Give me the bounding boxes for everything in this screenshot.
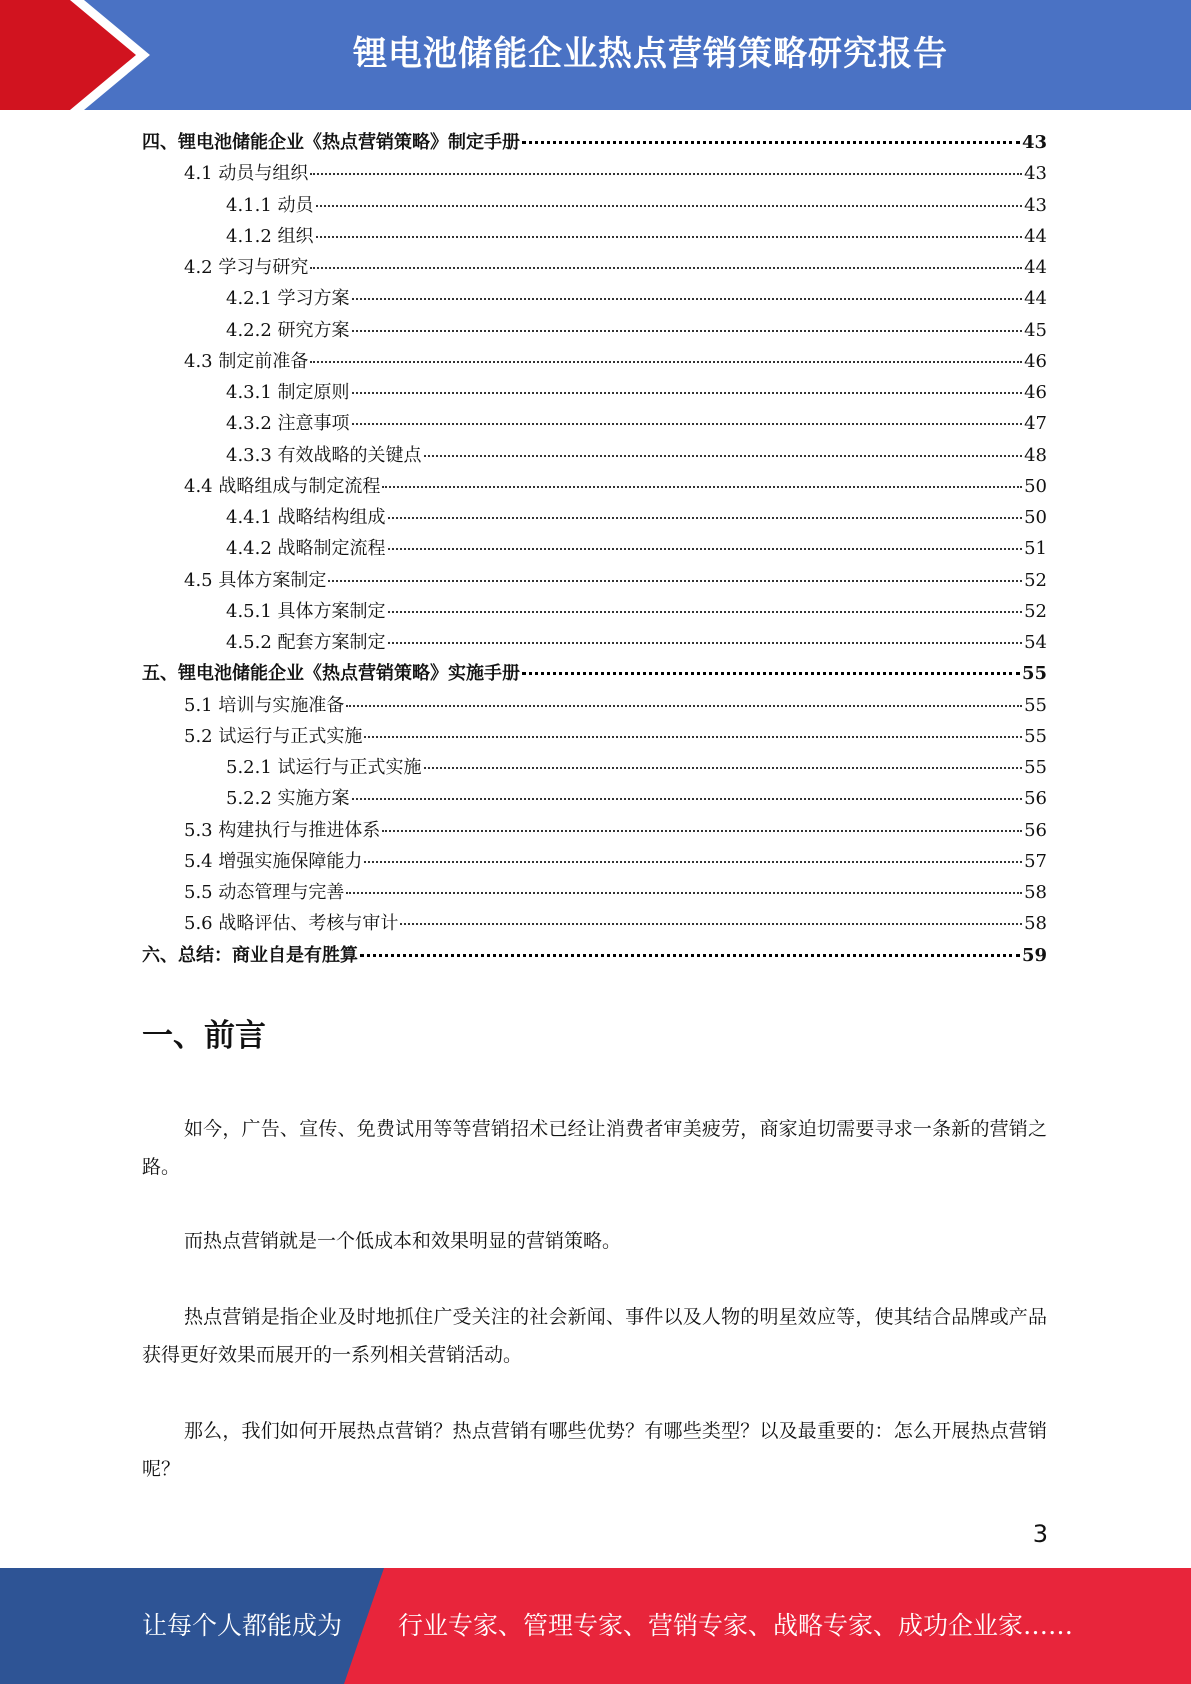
toc-entry[interactable] [142, 878, 1047, 909]
toc-entry-page: 48 [1024, 444, 1047, 466]
toc-entry-page: 43 [1021, 132, 1047, 153]
toc-entry[interactable] [142, 941, 1047, 972]
paragraph-2: 而热点营销就是一个低成本和效果明显的营销策略。 [184, 1230, 622, 1252]
toc-entry-page: 55 [1024, 694, 1047, 716]
toc-entry[interactable] [142, 409, 1047, 440]
toc-entry-label: 4.2 学习与研究 [184, 257, 309, 278]
toc-entry-page: 50 [1024, 507, 1047, 528]
toc-dot-leader [364, 861, 1022, 863]
toc-dot-leader [424, 767, 1023, 769]
footer-slogan-right: 行业专家、管理专家、营销专家、战略专家、成功企业家…… [398, 1611, 1074, 1640]
toc-dot-leader [382, 486, 1022, 488]
toc-entry[interactable] [142, 784, 1047, 815]
toc-entry[interactable] [142, 503, 1047, 534]
toc-entry-page: 47 [1024, 413, 1047, 435]
page-number: 3 [1032, 1520, 1048, 1548]
toc-entry-page: 59 [1021, 944, 1047, 966]
toc-entry-page: 44 [1024, 257, 1047, 278]
toc-dot-leader [360, 954, 1020, 957]
toc-dot-leader [424, 455, 1023, 457]
toc-entry-page: 50 [1024, 475, 1047, 497]
toc-dot-leader [316, 236, 1023, 238]
toc-entry-label: 4.2.1 学习方案 [226, 288, 350, 310]
toc-dot-leader [400, 923, 1022, 925]
toc-entry[interactable] [142, 284, 1047, 315]
toc-entry-label: 4.5 具体方案制定 [184, 569, 327, 591]
toc-entry-label: 4.1.1 动员 [226, 194, 314, 216]
toc-entry[interactable] [142, 691, 1047, 722]
toc-entry[interactable] [142, 909, 1047, 940]
toc-dot-leader [388, 548, 1023, 550]
toc-entry-label: 六、总结：商业自是有胜算 [142, 944, 358, 966]
toc-entry-label: 4.3 制定前准备 [184, 350, 309, 372]
toc-entry-label: 4.3.3 有效战略的关键点 [226, 444, 422, 466]
toc-entry-label: 5.3 构建执行与推进体系 [184, 819, 381, 841]
toc-entry[interactable] [142, 441, 1047, 472]
toc-entry[interactable] [142, 566, 1047, 597]
toc-dot-leader [310, 173, 1022, 175]
toc-entry[interactable] [142, 253, 1047, 284]
toc-entry-page: 52 [1024, 569, 1047, 591]
toc-entry-page: 58 [1024, 882, 1047, 903]
toc-dot-leader [352, 423, 1023, 425]
toc-dot-leader [388, 611, 1023, 613]
toc-entry[interactable] [142, 534, 1047, 565]
toc-entry-label: 4.4.1 战略结构组成 [226, 507, 386, 528]
toc-dot-leader [364, 736, 1022, 738]
toc-entry[interactable] [142, 191, 1047, 222]
toc-entry-label: 4.1.2 组织 [226, 225, 314, 247]
toc-entry[interactable] [142, 753, 1047, 784]
toc-entry[interactable] [142, 659, 1047, 690]
toc-entry[interactable] [142, 472, 1047, 503]
toc-entry-label: 5.4 增强实施保障能力 [184, 850, 363, 872]
toc-entry-page: 57 [1024, 850, 1047, 872]
toc-entry-label: 5.2 试运行与正式实施 [184, 725, 363, 747]
toc-entry-label: 4.4.2 战略制定流程 [226, 538, 386, 560]
toc-entry-page: 44 [1024, 225, 1047, 247]
toc-entry[interactable] [142, 159, 1047, 190]
toc-entry-page: 44 [1024, 288, 1047, 310]
toc-dot-leader [316, 205, 1023, 207]
toc-dot-leader [346, 705, 1022, 707]
toc-entry-label: 4.5.2 配套方案制定 [226, 632, 386, 653]
toc-entry[interactable] [142, 816, 1047, 847]
toc-entry-label: 4.4 战略组成与制定流程 [184, 475, 381, 497]
toc-entry-label: 5.6 战略评估、考核与审计 [184, 913, 399, 935]
header-red-arrow-decoration [0, 0, 150, 110]
toc-entry-label: 五、锂电池储能企业《热点营销策略》实施手册 [142, 663, 520, 685]
toc-entry-page: 56 [1024, 819, 1047, 841]
toc-entry-label: 5.5 动态管理与完善 [184, 882, 345, 903]
report-title: 锂电池储能企业热点营销策略研究报告 [353, 34, 948, 74]
toc-entry-page: 55 [1021, 663, 1047, 685]
toc-dot-leader [388, 642, 1023, 644]
toc-dot-leader [522, 672, 1020, 675]
toc-entry-page: 55 [1024, 725, 1047, 747]
toc-entry[interactable] [142, 128, 1047, 159]
paragraph-3: 热点营销是指企业及时地抓住广受关注的社会新闻、事件以及人物的明星效应等，使其结合品牌或产品获得更好效果而展开的一系列相关营销活动。 [142, 1306, 1047, 1366]
toc-dot-leader [310, 267, 1022, 269]
paragraph-1: 如今，广告、宣传、免费试用等等营销招术已经让消费者审美疲劳，商家迫切需要寻求一条新的营销之路。 [142, 1118, 1047, 1178]
toc-dot-leader [522, 141, 1020, 144]
toc-entry-page: 56 [1024, 788, 1047, 810]
toc-entry[interactable] [142, 722, 1047, 753]
toc-entry[interactable] [142, 628, 1047, 659]
footer-slogan-left: 让每个人都能成为 [142, 1611, 343, 1640]
page-footer [0, 1568, 1191, 1684]
toc-entry-page: 58 [1024, 913, 1047, 935]
toc-entry-page: 46 [1024, 382, 1047, 403]
toc-entry-label: 4.2.2 研究方案 [226, 319, 350, 341]
toc-entry[interactable] [142, 597, 1047, 628]
toc-entry-page: 54 [1024, 632, 1047, 653]
toc-dot-leader [382, 830, 1022, 832]
paragraph-4: 那么，我们如何开展热点营销？热点营销有哪些优势？有哪些类型？以及最重要的：怎么开展热点营销呢？ [142, 1420, 1047, 1480]
toc-entry-label: 4.5.1 具体方案制定 [226, 600, 386, 622]
toc-entry[interactable] [142, 378, 1047, 409]
table-of-contents [142, 128, 1047, 972]
toc-dot-leader [310, 361, 1022, 363]
toc-entry-label: 4.3.2 注意事项 [226, 413, 350, 435]
toc-entry-label: 4.3.1 制定原则 [226, 382, 350, 403]
toc-dot-leader [352, 298, 1023, 300]
toc-entry-page: 51 [1024, 538, 1047, 560]
toc-dot-leader [388, 517, 1023, 519]
toc-dot-leader [352, 392, 1023, 394]
toc-entry-page: 46 [1024, 350, 1047, 372]
page-header [0, 0, 1191, 110]
toc-entry-label: 5.1 培训与实施准备 [184, 694, 345, 716]
toc-entry-label: 4.1 动员与组织 [184, 163, 309, 185]
toc-dot-leader [352, 330, 1023, 332]
section-heading: 一、前言 [142, 1018, 266, 1054]
toc-entry-page: 43 [1024, 163, 1047, 185]
toc-entry[interactable] [142, 316, 1047, 347]
toc-dot-leader [346, 892, 1022, 894]
toc-entry-label: 四、锂电池储能企业《热点营销策略》制定手册 [142, 132, 520, 153]
toc-entry-label: 5.2.1 试运行与正式实施 [226, 757, 422, 778]
toc-dot-leader [352, 798, 1023, 800]
toc-entry-page: 43 [1024, 194, 1047, 216]
toc-entry-page: 52 [1024, 600, 1047, 622]
toc-entry-page: 45 [1024, 319, 1047, 341]
toc-entry-page: 55 [1024, 757, 1047, 778]
toc-entry[interactable] [142, 222, 1047, 253]
toc-dot-leader [328, 580, 1022, 582]
toc-entry-label: 5.2.2 实施方案 [226, 788, 350, 810]
toc-entry[interactable] [142, 847, 1047, 878]
toc-entry[interactable] [142, 347, 1047, 378]
